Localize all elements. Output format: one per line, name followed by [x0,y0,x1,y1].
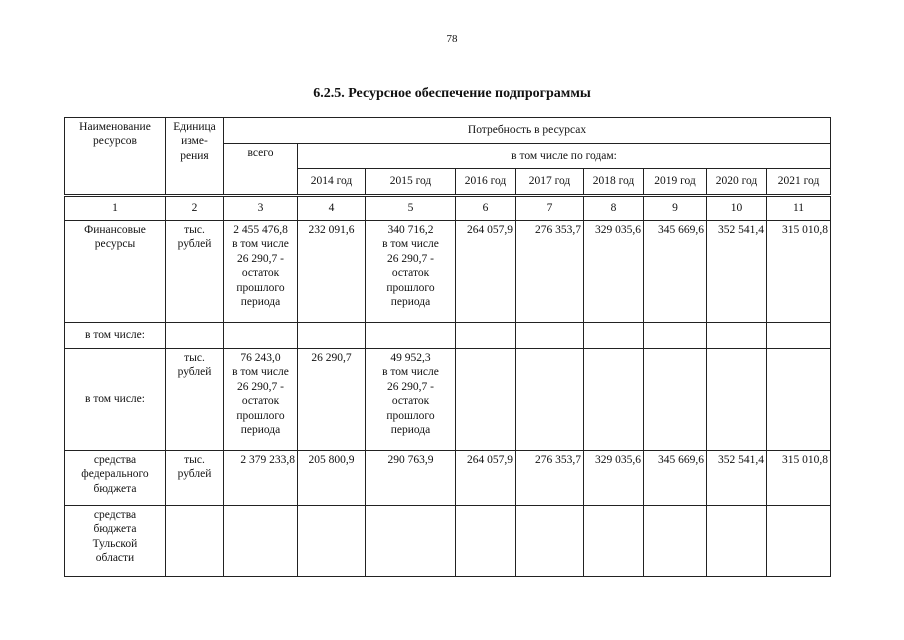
cell-2017: 276 353,7 [516,221,584,323]
cell-2021 [767,349,831,451]
row-unit: тыс. рублей [166,451,224,506]
column-number: 4 [298,196,366,221]
cell-2014 [298,506,366,577]
column-number: 6 [456,196,516,221]
cell-2021 [767,323,831,349]
row-unit [166,323,224,349]
cell-2017: 276 353,7 [516,451,584,506]
cell-2019 [644,323,707,349]
header-need: Потребность в ресурсах [224,118,831,144]
header-year: 2020 год [707,169,767,196]
header-unit: Единица изме- рения [166,118,224,196]
cell-2015 [366,506,456,577]
cell-2019: 345 669,6 [644,221,707,323]
cell-2015: 340 716,2 в том числе 26 290,7 - остаток прошлого периода [366,221,456,323]
cell-2020: 352 541,4 [707,451,767,506]
cell-2018 [584,506,644,577]
header-row-1 [65,118,831,144]
row-total: 76 243,0 в том числе 26 290,7 - остаток прошлого периода [224,349,298,451]
cell-2015 [366,323,456,349]
row-total: 2 455 476,8 в том числе 26 290,7 - остаток прошлого периода [224,221,298,323]
header-year: 2019 год [644,169,707,196]
row-total [224,323,298,349]
row-name: в том числе: [65,323,166,349]
cell-2016 [456,506,516,577]
header-year: 2015 год [366,169,456,196]
header-year: 2014 год [298,169,366,196]
column-number: 10 [707,196,767,221]
cell-2018 [584,323,644,349]
row-total [224,506,298,577]
header-year: 2018 год [584,169,644,196]
column-number: 8 [584,196,644,221]
column-number: 9 [644,196,707,221]
row-name: средства федерального бюджета [65,451,166,506]
row-name: в том числе: [65,349,166,451]
cell-2015: 290 763,9 [366,451,456,506]
table-row [65,349,831,451]
row-total: 2 379 233,8 [224,451,298,506]
table-row [65,451,831,506]
cell-2015: 49 952,3 в том числе 26 290,7 - остаток прошлого периода [366,349,456,451]
cell-2017 [516,506,584,577]
row-unit: тыс. рублей [166,349,224,451]
table-row [65,323,831,349]
cell-2021: 315 010,8 [767,221,831,323]
cell-2018: 329 035,6 [584,221,644,323]
cell-2020: 352 541,4 [707,221,767,323]
cell-2014: 205 800,9 [298,451,366,506]
cell-2016: 264 057,9 [456,451,516,506]
cell-2018 [584,349,644,451]
cell-2014 [298,323,366,349]
table-row [65,221,831,323]
cell-2021: 315 010,8 [767,451,831,506]
header-year: 2021 год [767,169,831,196]
row-unit: тыс. рублей [166,221,224,323]
row-name: Финансовые ресурсы [65,221,166,323]
page-number: 78 [446,33,458,45]
table-row [65,506,831,577]
cell-2017 [516,323,584,349]
cell-2014: 26 290,7 [298,349,366,451]
column-number: 7 [516,196,584,221]
header-year: 2017 год [516,169,584,196]
cell-2016 [456,323,516,349]
document-title: 6.2.5. Ресурсное обеспечение подпрограммы [313,86,591,101]
header-by-years: в том числе по годам: [298,144,831,169]
cell-2014: 232 091,6 [298,221,366,323]
header-total: всего [224,144,298,196]
cell-2019 [644,506,707,577]
cell-2020 [707,506,767,577]
header-name: Наименование ресурсов [65,118,166,196]
cell-2021 [767,506,831,577]
resource-table [64,117,831,577]
column-number-row [65,196,831,221]
cell-2018: 329 035,6 [584,451,644,506]
cell-2019 [644,349,707,451]
column-number: 1 [65,196,166,221]
column-number: 2 [166,196,224,221]
cell-2016: 264 057,9 [456,221,516,323]
cell-2016 [456,349,516,451]
column-number: 3 [224,196,298,221]
cell-2017 [516,349,584,451]
column-number: 5 [366,196,456,221]
cell-2019: 345 669,6 [644,451,707,506]
row-unit [166,506,224,577]
row-name: средства бюджета Тульской области [65,506,166,577]
cell-2020 [707,323,767,349]
header-year: 2016 год [456,169,516,196]
column-number: 11 [767,196,831,221]
cell-2020 [707,349,767,451]
